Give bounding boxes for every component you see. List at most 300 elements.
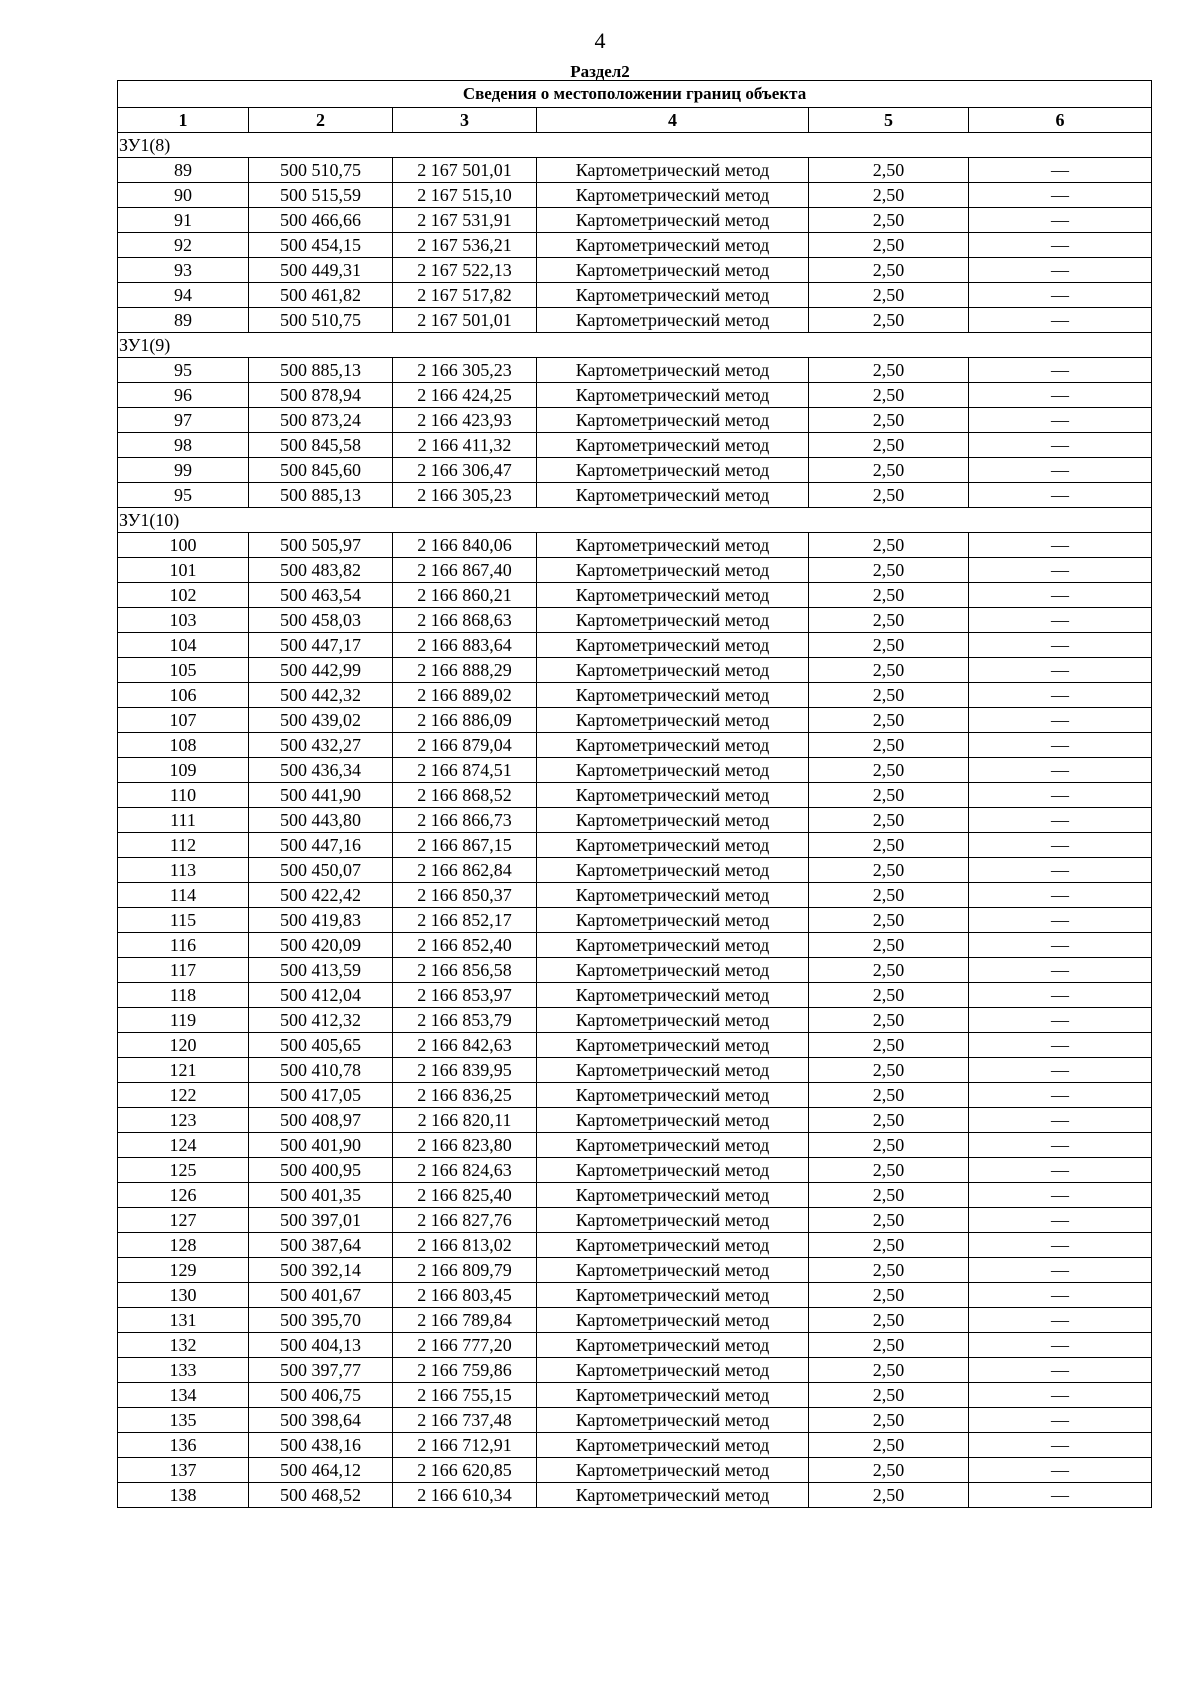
- y-coordinate-cell: 2 166 853,79: [393, 1008, 537, 1033]
- y-coordinate-cell: 2 166 712,91: [393, 1433, 537, 1458]
- x-coordinate-cell: 500 505,97: [249, 533, 393, 558]
- note-cell: —: [969, 1408, 1152, 1433]
- method-cell: Картометрический метод: [537, 1233, 809, 1258]
- note-cell: —: [969, 708, 1152, 733]
- table-row: [118, 208, 1152, 233]
- table-row: [118, 858, 1152, 883]
- table-row: [118, 758, 1152, 783]
- x-coordinate-cell: 500 464,12: [249, 1458, 393, 1483]
- point-number-cell: 95: [118, 483, 249, 508]
- accuracy-cell: 2,50: [809, 1233, 969, 1258]
- table-row: [118, 633, 1152, 658]
- column-number-6: 6: [969, 108, 1152, 133]
- table-row: [118, 1058, 1152, 1083]
- point-number-cell: 96: [118, 383, 249, 408]
- x-coordinate-cell: 500 449,31: [249, 258, 393, 283]
- accuracy-cell: 2,50: [809, 1108, 969, 1133]
- x-coordinate-cell: 500 450,07: [249, 858, 393, 883]
- accuracy-cell: 2,50: [809, 408, 969, 433]
- note-cell: —: [969, 1233, 1152, 1258]
- note-cell: —: [969, 783, 1152, 808]
- y-coordinate-cell: 2 167 531,91: [393, 208, 537, 233]
- y-coordinate-cell: 2 166 755,15: [393, 1383, 537, 1408]
- method-cell: Картометрический метод: [537, 183, 809, 208]
- y-coordinate-cell: 2 166 852,17: [393, 908, 537, 933]
- method-cell: Картометрический метод: [537, 258, 809, 283]
- point-number-cell: 135: [118, 1408, 249, 1433]
- note-cell: —: [969, 533, 1152, 558]
- table-row: [118, 1458, 1152, 1483]
- y-coordinate-cell: 2 167 536,21: [393, 233, 537, 258]
- note-cell: —: [969, 683, 1152, 708]
- point-number-cell: 108: [118, 733, 249, 758]
- point-number-cell: 113: [118, 858, 249, 883]
- method-cell: Картометрический метод: [537, 433, 809, 458]
- y-coordinate-cell: 2 166 856,58: [393, 958, 537, 983]
- accuracy-cell: 2,50: [809, 558, 969, 583]
- note-cell: —: [969, 1083, 1152, 1108]
- note-cell: —: [969, 833, 1152, 858]
- table-row: [118, 883, 1152, 908]
- note-cell: —: [969, 1458, 1152, 1483]
- x-coordinate-cell: 500 387,64: [249, 1233, 393, 1258]
- x-coordinate-cell: 500 463,54: [249, 583, 393, 608]
- x-coordinate-cell: 500 438,16: [249, 1433, 393, 1458]
- point-number-cell: 97: [118, 408, 249, 433]
- point-number-cell: 107: [118, 708, 249, 733]
- x-coordinate-cell: 500 454,15: [249, 233, 393, 258]
- note-cell: —: [969, 1033, 1152, 1058]
- accuracy-cell: 2,50: [809, 183, 969, 208]
- point-number-cell: 115: [118, 908, 249, 933]
- note-cell: —: [969, 1058, 1152, 1083]
- note-cell: —: [969, 933, 1152, 958]
- method-cell: Картометрический метод: [537, 608, 809, 633]
- accuracy-cell: 2,50: [809, 383, 969, 408]
- y-coordinate-cell: 2 166 860,21: [393, 583, 537, 608]
- note-cell: —: [969, 358, 1152, 383]
- table-row: [118, 433, 1152, 458]
- note-cell: —: [969, 1133, 1152, 1158]
- table-row: [118, 1233, 1152, 1258]
- table-row: [118, 608, 1152, 633]
- method-cell: Картометрический метод: [537, 783, 809, 808]
- y-coordinate-cell: 2 166 836,25: [393, 1083, 537, 1108]
- method-cell: Картометрический метод: [537, 408, 809, 433]
- method-cell: Картометрический метод: [537, 1458, 809, 1483]
- point-number-cell: 116: [118, 933, 249, 958]
- point-number-cell: 110: [118, 783, 249, 808]
- y-coordinate-cell: 2 166 305,23: [393, 483, 537, 508]
- x-coordinate-cell: 500 447,17: [249, 633, 393, 658]
- note-cell: —: [969, 458, 1152, 483]
- note-cell: —: [969, 1258, 1152, 1283]
- point-number-cell: 133: [118, 1358, 249, 1383]
- y-coordinate-cell: 2 166 423,93: [393, 408, 537, 433]
- note-cell: —: [969, 408, 1152, 433]
- group-header-row: [118, 333, 1152, 358]
- note-cell: —: [969, 308, 1152, 333]
- y-coordinate-cell: 2 166 305,23: [393, 358, 537, 383]
- point-number-cell: 89: [118, 158, 249, 183]
- y-coordinate-cell: 2 166 610,34: [393, 1483, 537, 1508]
- note-cell: —: [969, 433, 1152, 458]
- x-coordinate-cell: 500 447,16: [249, 833, 393, 858]
- y-coordinate-cell: 2 167 501,01: [393, 158, 537, 183]
- x-coordinate-cell: 500 413,59: [249, 958, 393, 983]
- y-coordinate-cell: 2 166 803,45: [393, 1283, 537, 1308]
- section-title: Раздел2: [570, 62, 630, 81]
- point-number-cell: 117: [118, 958, 249, 983]
- y-coordinate-cell: 2 166 850,37: [393, 883, 537, 908]
- method-cell: Картометрический метод: [537, 483, 809, 508]
- point-number-cell: 114: [118, 883, 249, 908]
- x-coordinate-cell: 500 422,42: [249, 883, 393, 908]
- method-cell: Картометрический метод: [537, 583, 809, 608]
- y-coordinate-cell: 2 166 867,15: [393, 833, 537, 858]
- y-coordinate-cell: 2 166 759,86: [393, 1358, 537, 1383]
- method-cell: Картометрический метод: [537, 1383, 809, 1408]
- point-number-cell: 93: [118, 258, 249, 283]
- accuracy-cell: 2,50: [809, 1258, 969, 1283]
- accuracy-cell: 2,50: [809, 1308, 969, 1333]
- x-coordinate-cell: 500 885,13: [249, 483, 393, 508]
- point-number-cell: 111: [118, 808, 249, 833]
- coordinates-table: [117, 80, 1152, 1508]
- accuracy-cell: 2,50: [809, 1433, 969, 1458]
- x-coordinate-cell: 500 404,13: [249, 1333, 393, 1358]
- note-cell: —: [969, 183, 1152, 208]
- method-cell: Картометрический метод: [537, 308, 809, 333]
- x-coordinate-cell: 500 397,77: [249, 1358, 393, 1383]
- method-cell: Картометрический метод: [537, 233, 809, 258]
- accuracy-cell: 2,50: [809, 808, 969, 833]
- method-cell: Картометрический метод: [537, 933, 809, 958]
- accuracy-cell: 2,50: [809, 758, 969, 783]
- x-coordinate-cell: 500 401,90: [249, 1133, 393, 1158]
- point-number-cell: 129: [118, 1258, 249, 1283]
- y-coordinate-cell: 2 166 842,63: [393, 1033, 537, 1058]
- table-row: [118, 1408, 1152, 1433]
- accuracy-cell: 2,50: [809, 1058, 969, 1083]
- x-coordinate-cell: 500 398,64: [249, 1408, 393, 1433]
- method-cell: Картометрический метод: [537, 808, 809, 833]
- y-coordinate-cell: 2 166 809,79: [393, 1258, 537, 1283]
- x-coordinate-cell: 500 845,60: [249, 458, 393, 483]
- note-cell: —: [969, 633, 1152, 658]
- table-row: [118, 1083, 1152, 1108]
- table-row: [118, 1483, 1152, 1508]
- note-cell: —: [969, 1358, 1152, 1383]
- accuracy-cell: 2,50: [809, 633, 969, 658]
- point-number-cell: 105: [118, 658, 249, 683]
- x-coordinate-cell: 500 401,67: [249, 1283, 393, 1308]
- table-row: [118, 483, 1152, 508]
- accuracy-cell: 2,50: [809, 458, 969, 483]
- accuracy-cell: 2,50: [809, 258, 969, 283]
- note-cell: —: [969, 1108, 1152, 1133]
- point-number-cell: 90: [118, 183, 249, 208]
- method-cell: Картометрический метод: [537, 558, 809, 583]
- note-cell: —: [969, 758, 1152, 783]
- group-name: ЗУ1(10): [118, 508, 1152, 533]
- accuracy-cell: 2,50: [809, 1083, 969, 1108]
- method-cell: Картометрический метод: [537, 533, 809, 558]
- group-name: ЗУ1(9): [118, 333, 1152, 358]
- y-coordinate-cell: 2 166 827,76: [393, 1208, 537, 1233]
- column-number-2: 2: [249, 108, 393, 133]
- table-row: [118, 158, 1152, 183]
- x-coordinate-cell: 500 412,04: [249, 983, 393, 1008]
- x-coordinate-cell: 500 436,34: [249, 758, 393, 783]
- page-number: 4: [594, 28, 606, 53]
- point-number-cell: 134: [118, 1383, 249, 1408]
- x-coordinate-cell: 500 483,82: [249, 558, 393, 583]
- accuracy-cell: 2,50: [809, 1358, 969, 1383]
- x-coordinate-cell: 500 466,66: [249, 208, 393, 233]
- method-cell: Картометрический метод: [537, 658, 809, 683]
- note-cell: —: [969, 983, 1152, 1008]
- point-number-cell: 100: [118, 533, 249, 558]
- accuracy-cell: 2,50: [809, 1158, 969, 1183]
- y-coordinate-cell: 2 166 853,97: [393, 983, 537, 1008]
- method-cell: Картометрический метод: [537, 1208, 809, 1233]
- point-number-cell: 138: [118, 1483, 249, 1508]
- x-coordinate-cell: 500 458,03: [249, 608, 393, 633]
- point-number-cell: 136: [118, 1433, 249, 1458]
- note-cell: —: [969, 1433, 1152, 1458]
- accuracy-cell: 2,50: [809, 933, 969, 958]
- point-number-cell: 131: [118, 1308, 249, 1333]
- accuracy-cell: 2,50: [809, 358, 969, 383]
- y-coordinate-cell: 2 166 424,25: [393, 383, 537, 408]
- y-coordinate-cell: 2 166 868,63: [393, 608, 537, 633]
- x-coordinate-cell: 500 468,52: [249, 1483, 393, 1508]
- accuracy-cell: 2,50: [809, 833, 969, 858]
- y-coordinate-cell: 2 166 868,52: [393, 783, 537, 808]
- x-coordinate-cell: 500 515,59: [249, 183, 393, 208]
- note-cell: —: [969, 1208, 1152, 1233]
- column-number-1: 1: [118, 108, 249, 133]
- table-row: [118, 658, 1152, 683]
- note-cell: —: [969, 158, 1152, 183]
- accuracy-cell: 2,50: [809, 683, 969, 708]
- note-cell: —: [969, 883, 1152, 908]
- point-number-cell: 102: [118, 583, 249, 608]
- method-cell: Картометрический метод: [537, 208, 809, 233]
- method-cell: Картометрический метод: [537, 758, 809, 783]
- accuracy-cell: 2,50: [809, 1458, 969, 1483]
- method-cell: Картометрический метод: [537, 1083, 809, 1108]
- point-number-cell: 109: [118, 758, 249, 783]
- table-row: [118, 958, 1152, 983]
- y-coordinate-cell: 2 166 777,20: [393, 1333, 537, 1358]
- y-coordinate-cell: 2 166 411,32: [393, 433, 537, 458]
- x-coordinate-cell: 500 400,95: [249, 1158, 393, 1183]
- method-cell: Картометрический метод: [537, 708, 809, 733]
- point-number-cell: 127: [118, 1208, 249, 1233]
- x-coordinate-cell: 500 873,24: [249, 408, 393, 433]
- y-coordinate-cell: 2 166 789,84: [393, 1308, 537, 1333]
- table-row: [118, 1208, 1152, 1233]
- method-cell: Картометрический метод: [537, 983, 809, 1008]
- accuracy-cell: 2,50: [809, 158, 969, 183]
- method-cell: Картометрический метод: [537, 1283, 809, 1308]
- table-row: [118, 1108, 1152, 1133]
- point-number-cell: 112: [118, 833, 249, 858]
- x-coordinate-cell: 500 510,75: [249, 158, 393, 183]
- point-number-cell: 124: [118, 1133, 249, 1158]
- x-coordinate-cell: 500 443,80: [249, 808, 393, 833]
- method-cell: Картометрический метод: [537, 1358, 809, 1383]
- x-coordinate-cell: 500 392,14: [249, 1258, 393, 1283]
- table-row: [118, 533, 1152, 558]
- x-coordinate-cell: 500 401,35: [249, 1183, 393, 1208]
- method-cell: Картометрический метод: [537, 383, 809, 408]
- note-cell: —: [969, 658, 1152, 683]
- accuracy-cell: 2,50: [809, 1383, 969, 1408]
- point-number-cell: 126: [118, 1183, 249, 1208]
- note-cell: —: [969, 1158, 1152, 1183]
- note-cell: —: [969, 1333, 1152, 1358]
- y-coordinate-cell: 2 166 306,47: [393, 458, 537, 483]
- point-number-cell: 91: [118, 208, 249, 233]
- y-coordinate-cell: 2 166 866,73: [393, 808, 537, 833]
- group-name: ЗУ1(8): [118, 133, 1152, 158]
- group-header-row: [118, 133, 1152, 158]
- point-number-cell: 120: [118, 1033, 249, 1058]
- x-coordinate-cell: 500 405,65: [249, 1033, 393, 1058]
- accuracy-cell: 2,50: [809, 908, 969, 933]
- point-number-cell: 94: [118, 283, 249, 308]
- column-number-row: [118, 108, 1152, 133]
- method-cell: Картометрический метод: [537, 1033, 809, 1058]
- y-coordinate-cell: 2 167 501,01: [393, 308, 537, 333]
- method-cell: Картометрический метод: [537, 858, 809, 883]
- y-coordinate-cell: 2 166 874,51: [393, 758, 537, 783]
- note-cell: —: [969, 608, 1152, 633]
- note-cell: —: [969, 583, 1152, 608]
- note-cell: —: [969, 1308, 1152, 1333]
- note-cell: —: [969, 733, 1152, 758]
- table-row: [118, 1183, 1152, 1208]
- table-row: [118, 1033, 1152, 1058]
- accuracy-cell: 2,50: [809, 858, 969, 883]
- table-row: [118, 1283, 1152, 1308]
- method-cell: Картометрический метод: [537, 833, 809, 858]
- table-caption-row: [118, 81, 1152, 108]
- method-cell: Картометрический метод: [537, 633, 809, 658]
- x-coordinate-cell: 500 420,09: [249, 933, 393, 958]
- accuracy-cell: 2,50: [809, 308, 969, 333]
- x-coordinate-cell: 500 406,75: [249, 1383, 393, 1408]
- method-cell: Картометрический метод: [537, 158, 809, 183]
- column-number-4: 4: [537, 108, 809, 133]
- table-row: [118, 783, 1152, 808]
- y-coordinate-cell: 2 166 840,06: [393, 533, 537, 558]
- method-cell: Картометрический метод: [537, 1008, 809, 1033]
- method-cell: Картометрический метод: [537, 883, 809, 908]
- x-coordinate-cell: 500 397,01: [249, 1208, 393, 1233]
- note-cell: —: [969, 283, 1152, 308]
- x-coordinate-cell: 500 442,32: [249, 683, 393, 708]
- note-cell: —: [969, 808, 1152, 833]
- table-row: [118, 933, 1152, 958]
- accuracy-cell: 2,50: [809, 1333, 969, 1358]
- point-number-cell: 95: [118, 358, 249, 383]
- note-cell: —: [969, 383, 1152, 408]
- y-coordinate-cell: 2 166 824,63: [393, 1158, 537, 1183]
- table-row: [118, 983, 1152, 1008]
- accuracy-cell: 2,50: [809, 283, 969, 308]
- note-cell: —: [969, 1008, 1152, 1033]
- y-coordinate-cell: 2 166 862,84: [393, 858, 537, 883]
- y-coordinate-cell: 2 166 879,04: [393, 733, 537, 758]
- method-cell: Картометрический метод: [537, 908, 809, 933]
- y-coordinate-cell: 2 167 517,82: [393, 283, 537, 308]
- point-number-cell: 101: [118, 558, 249, 583]
- accuracy-cell: 2,50: [809, 708, 969, 733]
- y-coordinate-cell: 2 166 813,02: [393, 1233, 537, 1258]
- point-number-cell: 89: [118, 308, 249, 333]
- accuracy-cell: 2,50: [809, 433, 969, 458]
- method-cell: Картометрический метод: [537, 683, 809, 708]
- x-coordinate-cell: 500 439,02: [249, 708, 393, 733]
- y-coordinate-cell: 2 166 886,09: [393, 708, 537, 733]
- x-coordinate-cell: 500 885,13: [249, 358, 393, 383]
- method-cell: Картометрический метод: [537, 1308, 809, 1333]
- table-row: [118, 408, 1152, 433]
- table-row: [118, 808, 1152, 833]
- point-number-cell: 121: [118, 1058, 249, 1083]
- accuracy-cell: 2,50: [809, 1208, 969, 1233]
- point-number-cell: 98: [118, 433, 249, 458]
- x-coordinate-cell: 500 878,94: [249, 383, 393, 408]
- table-row: [118, 1133, 1152, 1158]
- note-cell: —: [969, 908, 1152, 933]
- method-cell: Картометрический метод: [537, 1133, 809, 1158]
- accuracy-cell: 2,50: [809, 1133, 969, 1158]
- accuracy-cell: 2,50: [809, 733, 969, 758]
- accuracy-cell: 2,50: [809, 1008, 969, 1033]
- method-cell: Картометрический метод: [537, 1058, 809, 1083]
- note-cell: —: [969, 233, 1152, 258]
- method-cell: Картометрический метод: [537, 1258, 809, 1283]
- x-coordinate-cell: 500 395,70: [249, 1308, 393, 1333]
- table-row: [118, 1433, 1152, 1458]
- method-cell: Картометрический метод: [537, 458, 809, 483]
- point-number-cell: 106: [118, 683, 249, 708]
- accuracy-cell: 2,50: [809, 883, 969, 908]
- table-row: [118, 1158, 1152, 1183]
- table-row: [118, 583, 1152, 608]
- y-coordinate-cell: 2 166 839,95: [393, 1058, 537, 1083]
- accuracy-cell: 2,50: [809, 233, 969, 258]
- y-coordinate-cell: 2 166 820,11: [393, 1108, 537, 1133]
- accuracy-cell: 2,50: [809, 533, 969, 558]
- y-coordinate-cell: 2 166 620,85: [393, 1458, 537, 1483]
- table-row: [118, 233, 1152, 258]
- x-coordinate-cell: 500 408,97: [249, 1108, 393, 1133]
- table-row: [118, 708, 1152, 733]
- point-number-cell: 128: [118, 1233, 249, 1258]
- accuracy-cell: 2,50: [809, 1408, 969, 1433]
- method-cell: Картометрический метод: [537, 1108, 809, 1133]
- table-body: [118, 81, 1152, 1508]
- method-cell: Картометрический метод: [537, 1183, 809, 1208]
- table-row: [118, 1258, 1152, 1283]
- x-coordinate-cell: 500 845,58: [249, 433, 393, 458]
